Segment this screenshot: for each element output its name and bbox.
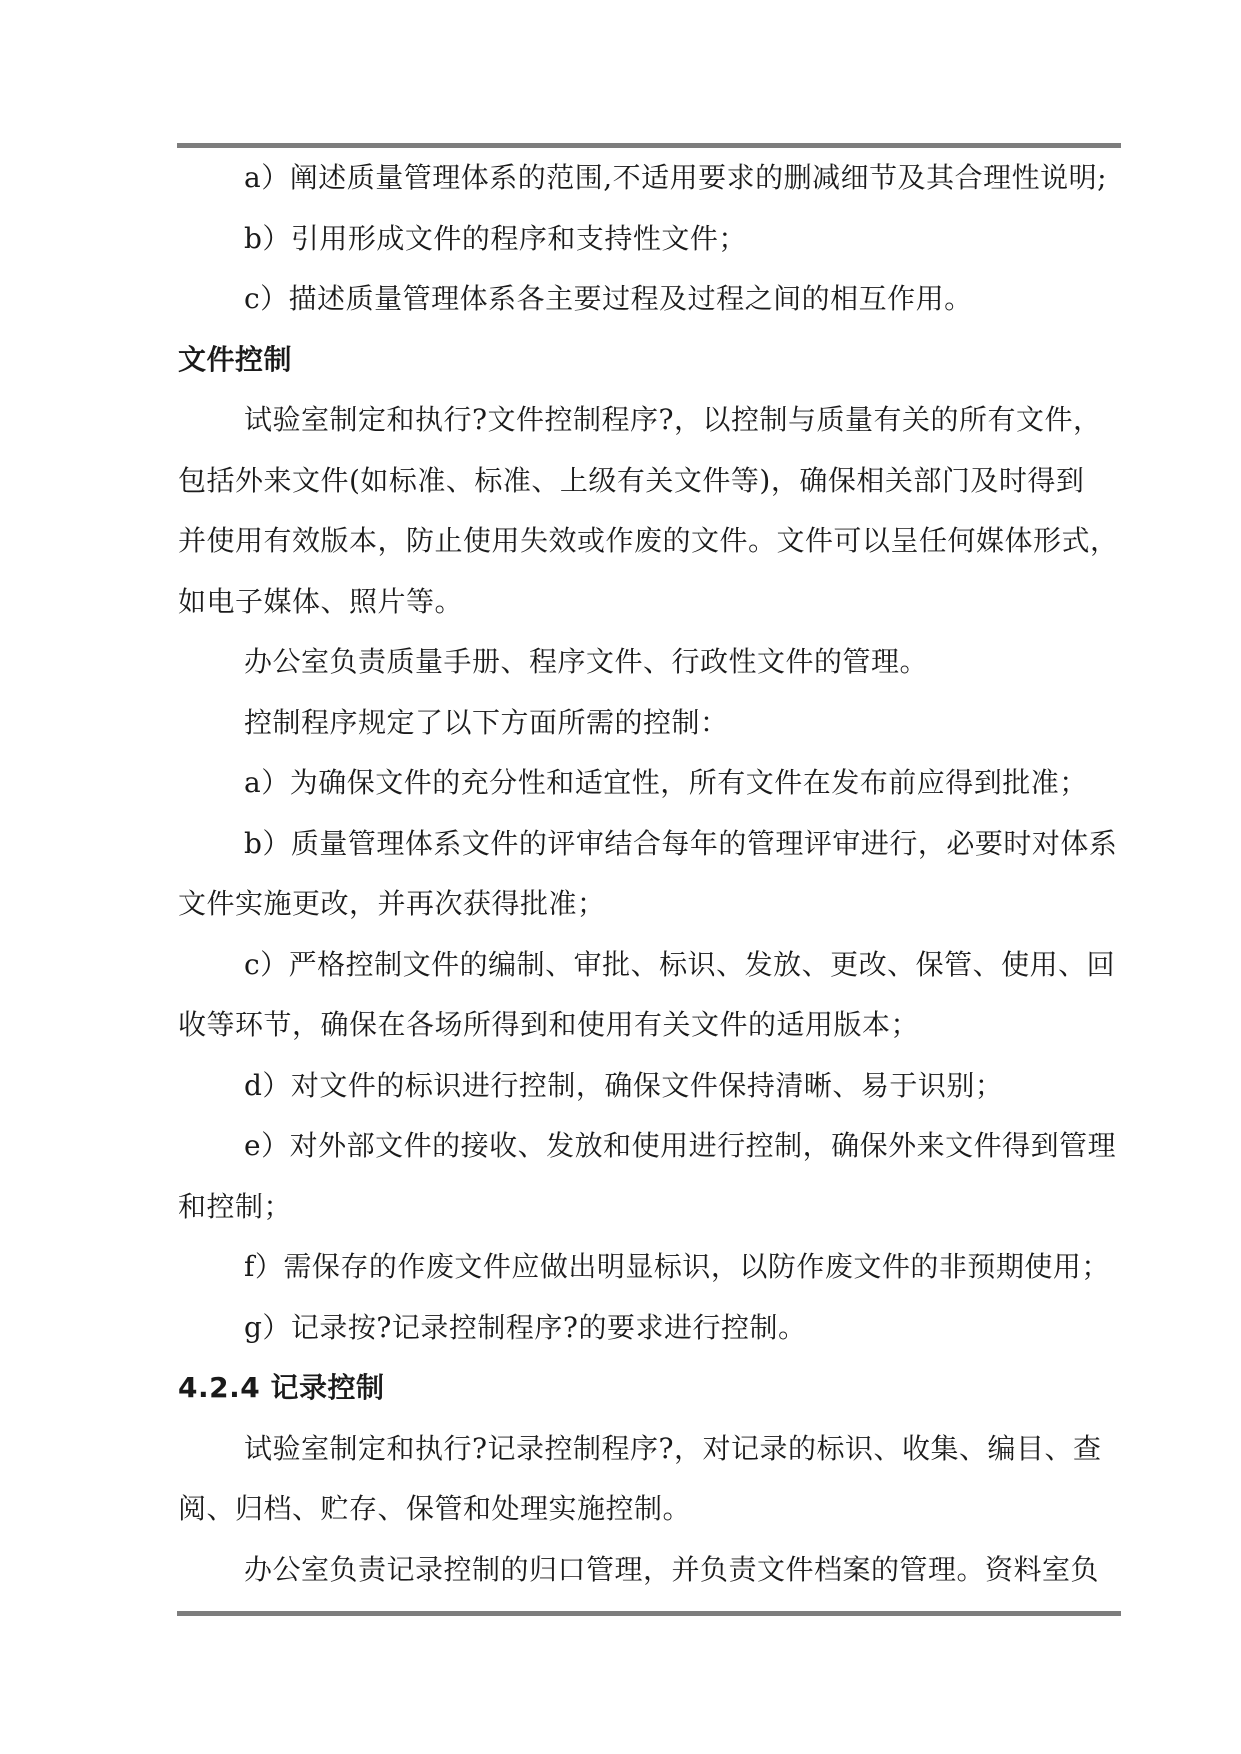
paragraph-line: 并使用有效版本，防止使用失效或作废的文件。文件可以呈任何媒体形式， <box>178 524 1119 557</box>
section-heading-doc-control: 文件控制 <box>178 342 293 376</box>
list-item: a）阐述质量管理体系的范围,不适用要求的删减细节及其合理性说明; <box>244 161 1108 194</box>
paragraph-line: 阅、归档、贮存、保管和处理实施控制。 <box>178 1492 692 1525</box>
list-item: c）严格控制文件的编制、审批、标识、发放、更改、保管、使用、回 <box>244 947 1116 981</box>
list-item: a）为确保文件的充分性和适宜性，所有文件在发布前应得到批准； <box>244 766 1088 799</box>
paragraph-line: 试验室制定和执行?文件控制程序?，以控制与质量有关的所有文件， <box>244 403 1102 436</box>
list-item-continuation: 文件实施更改，并再次获得批准； <box>178 887 606 920</box>
paragraph-line: 办公室负责质量手册、程序文件、行政性文件的管理。 <box>244 645 929 678</box>
list-item-continuation: 收等环节，确保在各场所得到和使用有关文件的适用版本； <box>178 1008 920 1041</box>
list-item: c）描述质量管理体系各主要过程及过程之间的相互作用。 <box>244 282 973 315</box>
paragraph-line: 试验室制定和执行?记录控制程序?，对记录的标识、收集、编目、查 <box>244 1431 1102 1465</box>
section-heading-record-control: 4.2.4 记录控制 <box>178 1371 385 1404</box>
list-item: b）质量管理体系文件的评审结合每年的管理评审进行，必要时对体系 <box>244 826 1118 860</box>
document-body <box>178 148 1130 1600</box>
footer-rule <box>177 1611 1121 1616</box>
paragraph-line: 包括外来文件(如标准、标准、上级有关文件等)，确保相关部门及时得到 <box>178 463 1085 497</box>
list-item-continuation: 和控制； <box>178 1189 293 1223</box>
list-item: f）需保存的作废文件应做出明显标识，以防作废文件的非预期使用； <box>244 1250 1110 1283</box>
list-item: g）记录按?记录控制程序?的要求进行控制。 <box>244 1310 807 1344</box>
paragraph-line: 办公室负责记录控制的归口管理，并负责文件档案的管理。资料室负 <box>244 1552 1100 1586</box>
paragraph-line: 控制程序规定了以下方面所需的控制： <box>244 705 729 739</box>
list-item: b）引用形成文件的程序和支持性文件； <box>244 221 747 255</box>
list-item: d）对文件的标识进行控制，确保文件保持清晰、易于识别； <box>244 1068 1004 1102</box>
list-item: e）对外部文件的接收、发放和使用进行控制，确保外来文件得到管理 <box>244 1129 1117 1162</box>
paragraph-line: 如电子媒体、照片等。 <box>178 584 464 618</box>
